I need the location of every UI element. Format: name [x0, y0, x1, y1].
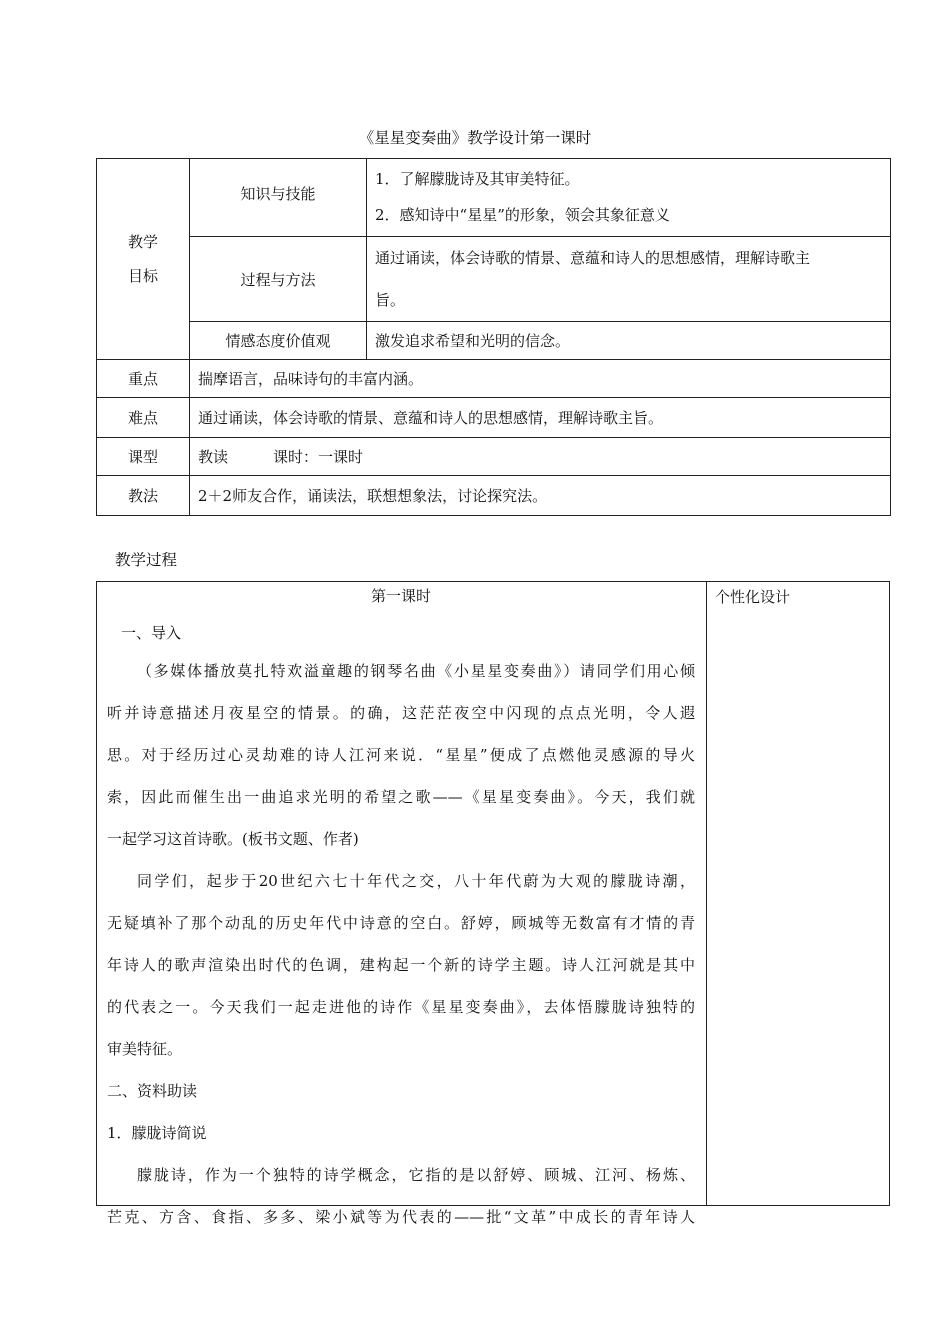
difficulty-content: 通过诵读，体会诗歌的情景、意蕴和诗人的思想感情，理解诗歌主旨。: [190, 398, 891, 438]
goals-label-line-2: 目标: [127, 267, 158, 285]
para2-line-2: 无疑填补了那个动乱的历史年代中诗意的空白。舒婷，顾城等无数富有才情的青: [107, 914, 695, 932]
personalized-design-title: 个性化设计: [715, 588, 791, 606]
process-methods-label: 过程与方法: [190, 237, 367, 322]
intro-line-5: 一起学习这首诗歌。(板书文题、作者): [107, 830, 359, 848]
knowledge-item-2: 2．感知诗中“星星”的形象，领会其象征意义: [375, 206, 670, 224]
para2-line-5: 审美特征。: [107, 1040, 183, 1058]
teaching-process-table: [96, 581, 890, 1226]
lesson-title: 第一课时: [370, 587, 431, 605]
knowledge-skills-content: [367, 159, 891, 237]
intro-line-3: 思。对于经历过心灵劫难的诗人江河来说．“星星”便成了点燃他灵感源的导火: [107, 746, 695, 764]
lesson-type-label: 课型: [97, 438, 190, 476]
column-divider: [706, 582, 707, 1205]
document-title: 《星星变奏曲》教学设计第一课时: [358, 129, 592, 147]
key-point-label: 重点: [97, 360, 190, 398]
para3-line-1: 朦胧诗，作为一个独特的诗学概念，它指的是以舒婷、顾城、江河、杨炼、: [137, 1166, 695, 1184]
process-methods-content: [367, 237, 891, 322]
teaching-method-content: 2＋2师友合作，诵读法，联想想象法，讨论探究法。: [190, 476, 891, 516]
difficulty-label: 难点: [97, 398, 190, 438]
subsection-misty-poetry: 1．朦胧诗简说: [107, 1124, 207, 1142]
teaching-process-heading: 教学过程: [115, 551, 178, 569]
para2-line-4: 的代表之一。今天我们一起走进他的诗作《星星变奏曲》，去体悟朦胧诗独特的: [107, 998, 695, 1016]
process-text-line-1: 通过诵读，体会诗歌的情景、意蕴和诗人的思想感情，理解诗歌主: [375, 249, 811, 267]
emotion-values-label: 情感态度价值观: [190, 322, 367, 360]
para2-line-1: 同学们，起步于20世纪六七十年代之交，八十年代蔚为大观的朦胧诗潮，: [137, 872, 695, 890]
knowledge-item-1: 1．了解朦胧诗及其审美特征。: [375, 170, 580, 188]
teaching-goals-label: [97, 159, 190, 360]
intro-line-1: （多媒体播放莫扎特欢溢童趣的钢琴名曲《小星星变奏曲》）请同学们用心倾: [137, 662, 695, 680]
intro-line-4: 索，因此而催生出一曲追求光明的希望之歌——《星星变奏曲》。今天，我们就: [107, 788, 695, 806]
lesson-content: [107, 582, 695, 1238]
teaching-method-label: 教法: [97, 476, 190, 516]
section-introduction: 一、导入: [121, 624, 182, 642]
key-point-content: 揣摩语言，品味诗句的丰富内涵。: [190, 360, 891, 398]
process-text-line-2: 旨。: [375, 291, 406, 309]
para2-line-3: 年诗人的歌声渲染出时代的色调，建构起一个新的诗学主题。诗人江河就是其中: [107, 956, 695, 974]
section-materials: 二、资料助读: [107, 1082, 198, 1100]
intro-line-2: 听并诗意描述月夜星空的情景。的确，这茫茫夜空中闪现的点点光明，令人遐: [107, 704, 695, 722]
goals-label-line-1: 教学: [127, 233, 158, 251]
teaching-goals-table: [96, 158, 891, 516]
knowledge-skills-label: 知识与技能: [190, 159, 367, 237]
para3-line-2: 芒克、方含、食指、多多、梁小斌等为代表的——批“文革”中成长的青年诗人: [107, 1208, 695, 1226]
emotion-values-content: 激发追求希望和光明的信念。: [367, 322, 891, 360]
lesson-type-content: 教读 课时：一课时: [190, 438, 891, 476]
